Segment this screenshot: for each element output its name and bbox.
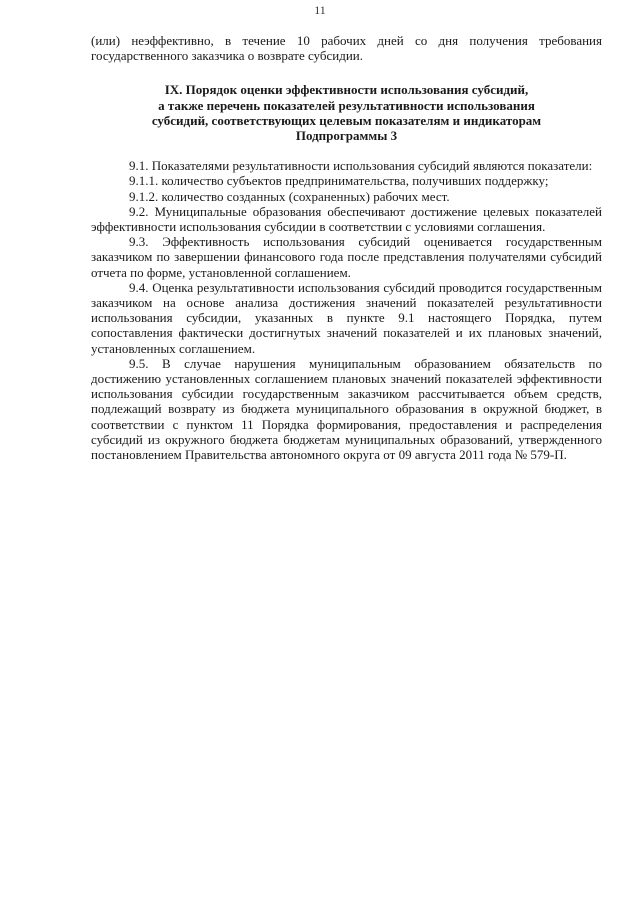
section-heading-line-2: а также перечень показателей результативности использования: [158, 97, 535, 113]
page-number: 11: [314, 3, 326, 17]
paragraph-9-4: 9.4. Оценка результативности использования субсидий проводится государственным заказчиком на основе анализа достижения значений показателей результативности использования субсидии, указанных в пункте 9.1 настоящего Порядка, путем сопоставления фактически достигнутых значений показателей и их плановых значений, установленных соглашением.: [91, 279, 602, 356]
paragraph-9-1-2: 9.1.2. количество созданных (сохраненных) рабочих мест.: [129, 188, 450, 204]
paragraph-9-1: 9.1. Показателями результативности использования субсидий являются показатели:: [129, 158, 593, 174]
continuation-paragraph: (или) неэффективно, в течение 10 рабочих дней со дня получения требования государственного заказчика о возврате субсидии.: [91, 33, 602, 64]
document-body: [91, 0, 602, 462]
paragraph-9-1-1: 9.1.1. количество субъектов предпринимательства, получивших поддержку;: [129, 173, 549, 189]
section-heading-line-4: Подпрограммы 3: [295, 128, 398, 144]
section-heading: [91, 82, 602, 143]
paragraph-9-2: 9.2. Муниципальные образования обеспечивают достижение целевых показателей эффективности использования субсидии в соответствии с условиями соглашения.: [91, 203, 602, 235]
paragraph-9-3: 9.3. Эффективность использования субсидий оценивается государственным заказчиком по завершении финансового года после представления получателями субсидий отчета по форме, установленной соглашением.: [91, 234, 602, 280]
section-heading-line-3: субсидий, соответствующих целевым показателям и индикаторам: [151, 112, 542, 128]
section-heading-line-1: IX. Порядок оценки эффективности использования субсидий,: [164, 82, 529, 98]
paragraph-9-5: 9.5. В случае нарушения муниципальным образованием обязательств по достижению установленных соглашением плановых значений показателей эффективности использования субсидии государственным заказчиком рассчитывается объем средств, подлежащий возврату из бюджета муниципального образования в окружной бюджет, в соответствии с пунктом 11 Порядка формирования, предоставления и распределения субсидий из окружного бюджета бюджетам муниципальных образований, утвержденного постановлением Правительства автономного округа от 09 августа 2011 года № 579-П.: [91, 355, 602, 463]
